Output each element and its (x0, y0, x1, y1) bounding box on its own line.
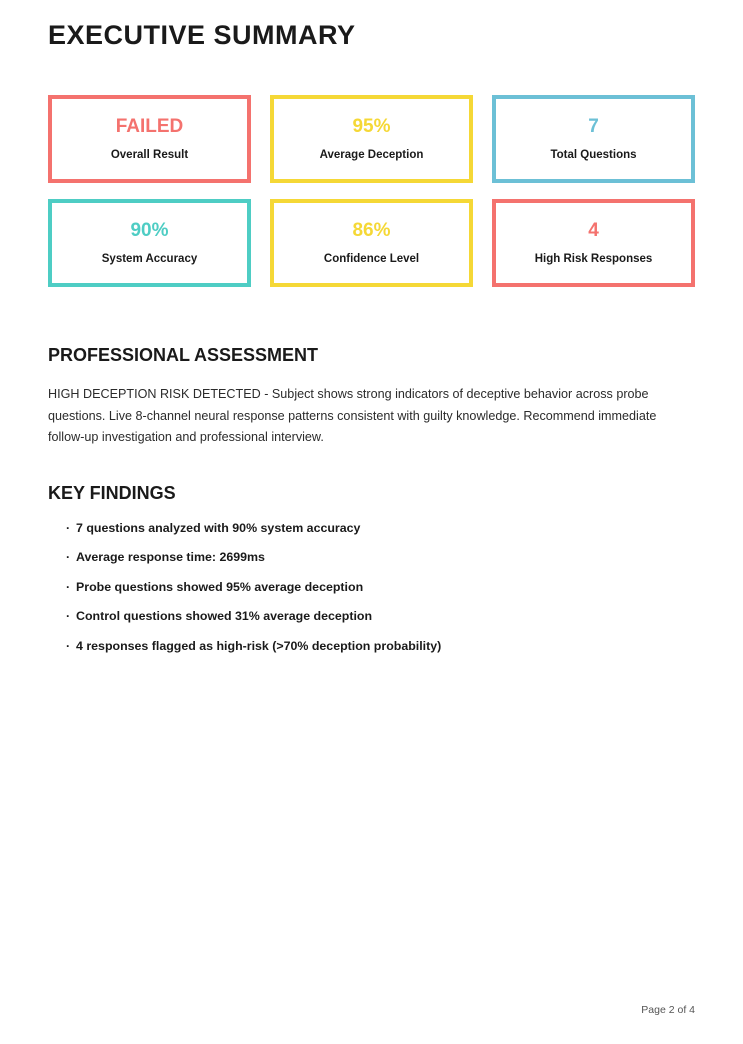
bullet-marker: · (66, 579, 71, 594)
summary-card-value: FAILED (115, 115, 184, 137)
summary-card-average-deception (270, 95, 473, 183)
page-footer: Page 2 of 4 (641, 1004, 695, 1016)
summary-card-system-accuracy (48, 199, 251, 287)
list-item (66, 581, 695, 593)
list-item-text: 4 responses flagged as high-risk (>70% deception probability) (76, 638, 442, 653)
summary-card-label: Confidence Level (323, 252, 420, 265)
summary-card-confidence-level (270, 199, 473, 287)
list-item (66, 522, 695, 534)
list-item (66, 610, 695, 622)
summary-card-high-risk-responses (492, 199, 695, 287)
list-item (66, 640, 695, 652)
key-findings-list (48, 522, 695, 652)
bullet-marker: · (66, 638, 71, 653)
list-item-text: Probe questions showed 95% average deception (76, 579, 364, 594)
summary-card-value: 90% (130, 219, 169, 241)
summary-cards-grid (48, 95, 695, 287)
summary-card-value: 7 (588, 115, 599, 137)
professional-assessment-body: HIGH DECEPTION RISK DETECTED - Subject shows strong indicators of deceptive behavior across probe questions. Live 8-channel neural response patterns consistent with guilty knowledge. Recommend immediate follow-up investigation and professional interview. (48, 387, 657, 445)
summary-card-value: 95% (352, 115, 391, 137)
summary-card-label: Average Deception (319, 148, 424, 161)
list-item (66, 551, 695, 563)
summary-card-label: Overall Result (110, 148, 189, 161)
bullet-marker: · (66, 520, 71, 535)
bullet-marker: · (66, 609, 71, 624)
summary-card-label: Total Questions (550, 148, 637, 161)
bullet-marker: · (66, 550, 71, 565)
list-item-text: Control questions showed 31% average deception (76, 609, 373, 624)
professional-assessment-heading: PROFESSIONAL ASSESSMENT (48, 345, 319, 365)
list-item-text: 7 questions analyzed with 90% system accuracy (76, 520, 361, 535)
summary-card-total-questions (492, 95, 695, 183)
summary-card-overall-result (48, 95, 251, 183)
summary-card-value: 4 (588, 219, 599, 241)
summary-card-value: 86% (352, 219, 391, 241)
professional-assessment-section (48, 345, 695, 449)
page-title: EXECUTIVE SUMMARY (48, 20, 356, 50)
summary-card-label: High Risk Responses (534, 252, 653, 265)
summary-card-label: System Accuracy (101, 252, 198, 265)
list-item-text: Average response time: 2699ms (76, 550, 265, 565)
key-findings-heading: KEY FINDINGS (48, 482, 176, 503)
key-findings-section (48, 483, 695, 652)
